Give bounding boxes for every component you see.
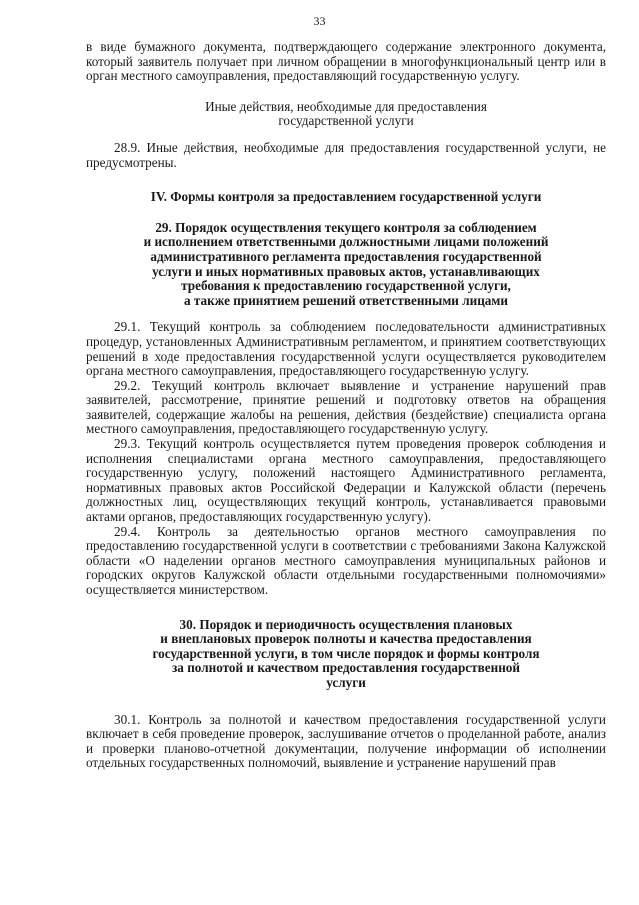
heading-29-line-2: и исполнением ответственными должностными лицами положений	[143, 234, 549, 250]
other-actions-heading-line-1: Иные действия, необходимые для предоставления	[205, 98, 487, 114]
heading-29-line-6: а также принятием решений ответственными лицами	[184, 292, 508, 308]
other-actions-heading-line-2: государственной услуги	[278, 113, 414, 129]
paragraph-28-9: 28.9. Иные действия, необходимые для предоставления государственной услуги, не предусмотрены.	[86, 139, 606, 170]
heading-29-line-3: административного регламента предоставления государственной	[150, 248, 542, 264]
heading-30	[86, 618, 606, 691]
heading-29	[86, 221, 606, 309]
heading-30-line-5: услуги	[326, 674, 366, 690]
heading-30-line-1: 30. Порядок и периодичность осуществления плановых	[179, 616, 513, 632]
heading-30-line-4: за полнотой и качеством предоставления государственной	[172, 660, 520, 676]
paragraph-30-1: 30.1. Контроль за полнотой и качеством предоставления государственной услуги включает в себя проведение проверок, заслушивание отчетов о проделанной работе, анализ и проверки планово-отчетной документации, получение информации об исполнении отдельных государственных полномочий, выявление и устранение нарушений прав	[86, 711, 606, 771]
other-actions-heading	[86, 100, 606, 129]
paragraph-29-1: 29.1. Текущий контроль за соблюдением последовательности административных процедур, установленных Административным регламентом, и принятием соответствующих решений в ходе предоставления государственной услуги осуществляется руководителем органа местного самоуправления, предоставляющего государственную услугу.	[86, 319, 606, 379]
paragraph-29-2: 29.2. Текущий контроль включает выявление и устранение нарушений прав заявителей, рассмотрение, принятие решений и подготовку ответов на обращения заявителей, содержащие жалобы на решения, действия (бездействие) специалиста органа местного самоуправления, предоставляющего государственную услугу.	[86, 377, 606, 437]
heading-30-line-2: и внеплановых проверок полноты и качества предоставления	[160, 631, 532, 647]
heading-29-line-1: 29. Порядок осуществления текущего контроля за соблюдением	[155, 219, 537, 235]
heading-29-line-4: услуги и иных нормативных правовых актов, устанавливающих	[152, 263, 540, 279]
paragraph-29-4: 29.4. Контроль за деятельностью органов местного самоуправления по предоставлению государственной услуги в соответствии с требованиями Закона Калужской области «О наделении органов местного самоуправления муниципальных районов и городских округов Калужской области отдельными государственными полномочиями» осуществляется министерством.	[86, 523, 606, 597]
page-number: 33	[313, 14, 326, 28]
heading-29-line-5: требования к предоставлению государственной услуги,	[181, 278, 511, 294]
heading-30-line-3: государственной услуги, в том числе порядок и формы контроля	[152, 645, 540, 661]
section-iv-title: IV. Формы контроля за предоставлением государственной услуги	[150, 189, 542, 205]
paragraph-29-3: 29.3. Текущий контроль осуществляется путем проведения проверок соблюдения и исполнения специалистами органа местного самоуправления, предоставляющего государственную услугу, положений настоящего Административного регламента, нормативных правовых актов Российской Федерации и Калужской области (перечень должностных лиц, осуществляющих текущий контроль, устанавливается правовыми актами органов, предоставляющих государственную услугу).	[86, 436, 606, 525]
intro-paragraph: в виде бумажного документа, подтверждающего содержание электронного документа, который заявитель получает при личном обращении в многофункциональный центр или в орган местного самоуправления, предоставляющий государственную услугу.	[86, 39, 606, 84]
document-body	[86, 40, 606, 771]
